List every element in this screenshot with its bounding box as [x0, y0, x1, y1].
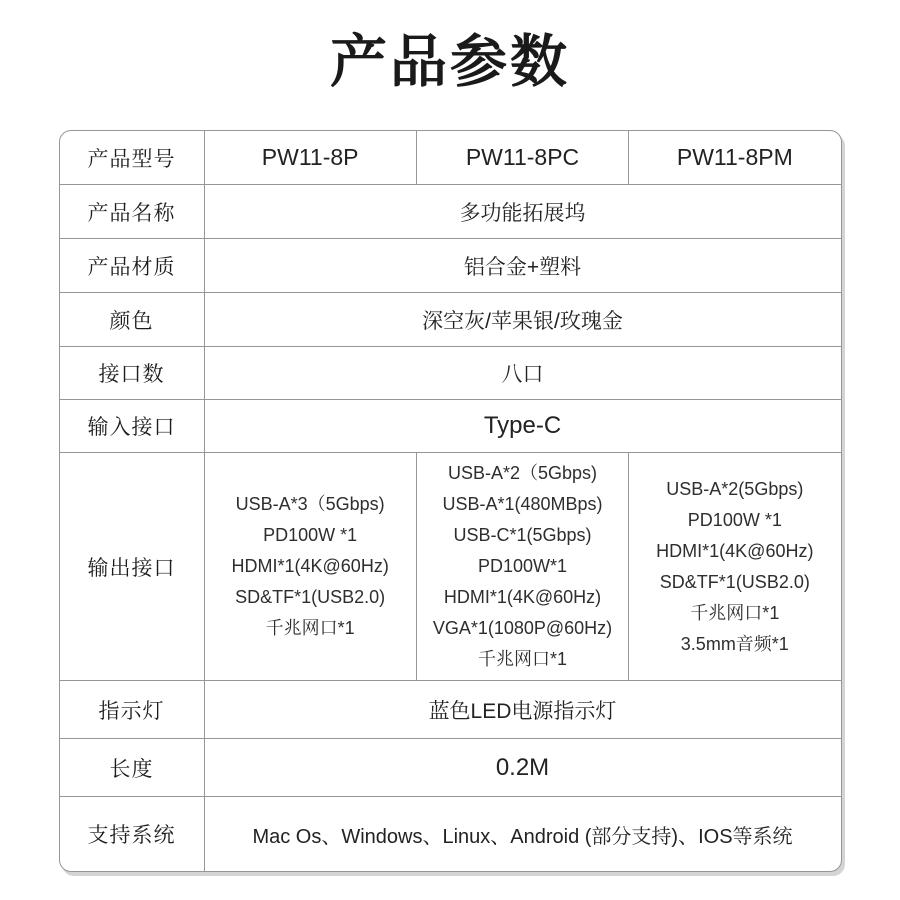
value-indicator: 蓝色LED电源指示灯	[428, 699, 617, 723]
value-port-count: 八口	[501, 363, 544, 386]
output-line: 千兆网口*1	[690, 602, 780, 623]
model-cell-1: PW11-8P	[261, 144, 359, 170]
output-line: VGA*1(1080P@60Hz)	[432, 618, 613, 638]
row-label-output-ports: 输出接口	[60, 453, 205, 680]
row-label-model: 产品型号	[60, 131, 205, 184]
table-row-length	[60, 738, 841, 796]
spec-table	[59, 130, 842, 872]
table-row-port-count	[60, 346, 841, 399]
output-col-2	[416, 453, 628, 680]
output-line: HDMI*1(4K@60Hz)	[231, 556, 389, 576]
value-material: 铝合金+塑料	[463, 255, 582, 279]
value-color: 深空灰/苹果银/玫瑰金	[422, 309, 623, 333]
table-row-input-port	[60, 399, 841, 452]
output-line: PD100W *1	[263, 525, 358, 545]
table-row-name	[60, 184, 841, 238]
output-line: USB-A*2（5Gbps)	[447, 463, 598, 483]
output-line: USB-C*1(5Gbps)	[453, 525, 592, 545]
table-row-model	[60, 131, 841, 184]
value-length: 0.2M	[495, 753, 550, 781]
output-line: USB-A*1(480MBps)	[442, 494, 603, 514]
row-label-input-port: 输入接口	[60, 400, 205, 452]
output-line: USB-A*3（5Gbps)	[235, 494, 385, 514]
output-line: HDMI*1(4K@60Hz)	[443, 587, 602, 607]
output-col-3	[628, 453, 840, 680]
row-label-systems: 支持系统	[60, 797, 205, 871]
output-line: SD&TF*1(USB2.0)	[659, 571, 810, 592]
value-name: 多功能拓展坞	[459, 201, 586, 225]
model-cell-3: PW11-8PM	[628, 131, 840, 184]
table-row-indicator	[60, 680, 841, 738]
output-col-1	[205, 453, 416, 680]
table-row-systems	[60, 796, 841, 871]
output-line: 千兆网口*1	[477, 649, 567, 669]
table-row-material	[60, 238, 841, 292]
row-label-length: 长度	[60, 739, 205, 796]
output-line: HDMI*1(4K@60Hz)	[656, 540, 814, 561]
row-label-name: 产品名称	[60, 185, 205, 238]
table-row-output-ports	[60, 452, 841, 680]
output-line: USB-A*2(5Gbps)	[666, 478, 804, 499]
table-row-color	[60, 292, 841, 346]
output-line: 千兆网口*1	[265, 618, 355, 638]
row-label-color: 颜色	[60, 293, 205, 346]
output-line: PD100W *1	[687, 509, 782, 530]
row-label-port-count: 接口数	[60, 347, 205, 399]
output-line: 3.5mm音频*1	[680, 633, 789, 654]
value-input-port: Type-C	[483, 412, 562, 439]
output-line: SD&TF*1(USB2.0)	[235, 587, 386, 607]
row-label-material: 产品材质	[60, 239, 205, 292]
row-label-indicator: 指示灯	[60, 681, 205, 738]
output-line: PD100W*1	[477, 556, 568, 576]
model-cell-2: PW11-8PC	[416, 131, 628, 184]
value-systems: Mac Os、Windows、Linux、Android (部分支持)、IOS等系统	[252, 825, 793, 848]
page-title: 产品参数	[330, 30, 570, 94]
